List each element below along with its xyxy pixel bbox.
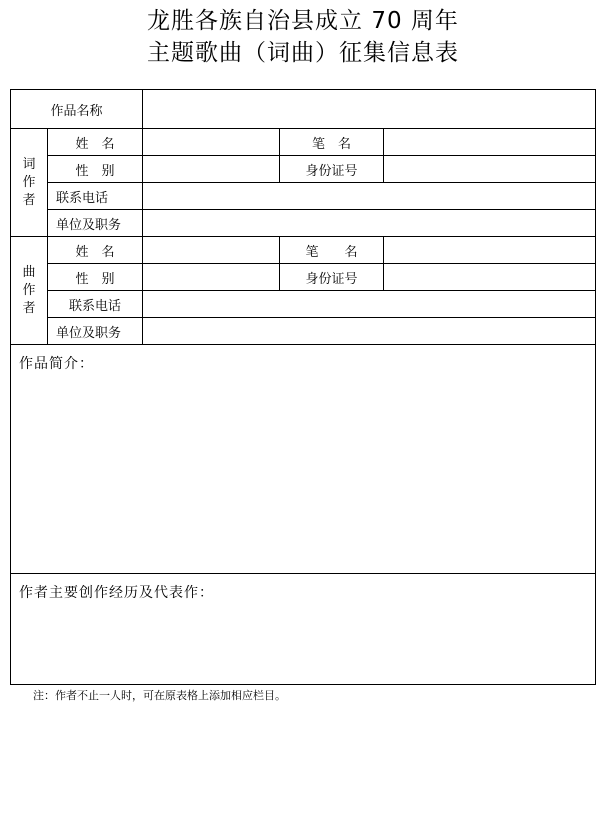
lyricist-phone-label: 联系电话 — [48, 183, 143, 210]
lyricist-name-field[interactable] — [143, 129, 280, 156]
composer-gender-label: 性 别 — [48, 264, 143, 291]
composer-char: 者 — [22, 300, 36, 316]
composer-group-label — [11, 237, 48, 345]
composer-id-field[interactable] — [384, 264, 596, 291]
composer-phone-label: 联系电话 — [48, 291, 143, 318]
composer-char: 作 — [22, 282, 36, 298]
composer-phone-field[interactable] — [143, 291, 596, 318]
page-title: 龙胜各族自治县成立 70 周年 — [147, 8, 459, 34]
lyricist-pen-name-label: 笔 名 — [280, 129, 384, 156]
composer-pen-name-label: 笔 名 — [280, 237, 384, 264]
lyricist-name-label: 姓 名 — [48, 129, 143, 156]
work-intro-area[interactable] — [11, 345, 596, 574]
work-name-label: 作品名称 — [11, 90, 143, 129]
composer-work-unit-field[interactable] — [143, 318, 596, 345]
author-experience-label: 作者主要创作经历及代表作： — [19, 585, 214, 601]
lyricist-char: 词 — [22, 156, 36, 172]
lyricist-id-field[interactable] — [384, 156, 596, 183]
lyricist-char: 作 — [22, 174, 36, 190]
lyricist-group-label — [11, 129, 48, 237]
lyricist-pen-name-field[interactable] — [384, 129, 596, 156]
composer-char: 曲 — [22, 264, 36, 280]
lyricist-phone-field[interactable] — [143, 183, 596, 210]
composer-pen-name-field[interactable] — [384, 237, 596, 264]
lyricist-work-unit-label: 单位及职务 — [48, 210, 143, 237]
lyricist-char: 者 — [22, 192, 36, 208]
work-name-field[interactable] — [143, 90, 596, 129]
info-form-table — [10, 89, 596, 685]
work-intro-label: 作品简介： — [19, 356, 94, 372]
lyricist-gender-label: 性 别 — [48, 156, 143, 183]
lyricist-work-unit-field[interactable] — [143, 210, 596, 237]
footnote: 注：作者不止一人时，可在原表格上添加相应栏目。 — [33, 689, 286, 702]
composer-work-unit-label: 单位及职务 — [48, 318, 143, 345]
lyricist-id-label: 身份证号 — [280, 156, 384, 183]
author-experience-area[interactable] — [11, 574, 596, 685]
composer-gender-field[interactable] — [143, 264, 280, 291]
lyricist-gender-field[interactable] — [143, 156, 280, 183]
page-subtitle: 主题歌曲（词曲）征集信息表 — [147, 40, 459, 66]
composer-name-field[interactable] — [143, 237, 280, 264]
composer-name-label: 姓 名 — [48, 237, 143, 264]
composer-id-label: 身份证号 — [280, 264, 384, 291]
